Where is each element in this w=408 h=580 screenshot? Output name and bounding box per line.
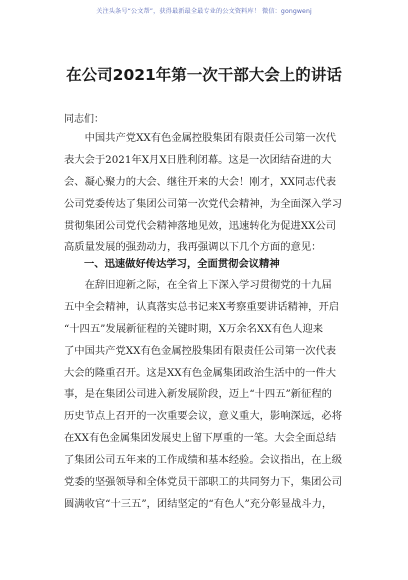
top-banner: 关注头条号“公文帮”，获得最新最全最专业的公文资料库！ 微信：gongwenj [96,8,312,15]
text-line: 了中国共产党XX有色金属控股集团有限责任公司第一次代表 [64,344,337,357]
text-line: 会、凝心聚力的大会、继往开来的大会！刚才，XX同志代表 [64,175,337,188]
document-title: 在公司2021年第一次干部大会上的讲话 [66,66,342,84]
text-line: 中国共产党XX有色金属控股集团有限责任公司第一次代 [64,132,337,144]
text-line: 五中全会精神，认真落实总书记来X考察重要讲话精神，开启 [64,300,340,313]
text-line: 大会的隆重召开。这是XX有色金属集团政治生活中的一件大 [64,366,337,379]
text-line: 贯彻集团公司党代会精神落地见效，迅速转化为促进XX公司 [64,219,337,232]
text-line: 圆满收官“十三五”，团结坚定的“有色人”充分彰显战斗力， [64,497,333,510]
text-line: 高质量发展的强劲动力，我再强调以下几个方面的意见： [64,241,322,254]
text-line: 党委的坚强领导和全体党员干部职工的共同努力下，集团公司 [64,476,343,489]
paragraph-intro [64,128,364,259]
text-line: 表大会于2021年X月X日胜利闭幕。这是一次团结奋进的大 [64,153,332,166]
text-line: 在XX有色金属集团发展史上留下厚重的一笔。大会全面总结 [64,432,337,445]
section-heading-1: 一、迅速做好传达学习，全面贯彻会议精神 [84,258,280,270]
text-line: 在辞旧迎新之际，在全省上下深入学习贯彻党的十九届 [64,279,332,291]
salutation: 同志们： [64,114,104,125]
text-line: 历史节点上召开的一次重要会议，意义重大，影响深远，必将 [64,410,343,423]
text-line: 公司党委传达了集团公司第一次党代会精神，为全面深入学习 [64,197,343,210]
paragraph-section-1 [64,275,364,516]
text-line: “十四五”发展新征程的关键时期，X万余名XX有色人迎来 [64,322,324,335]
text-line: 了集团公司五年来的工作成绩和基本经验。会议指出，在上级 [64,454,343,467]
text-line: 事，是在集团公司进入新发展阶段，迈上“十四五”新征程的 [64,388,332,401]
